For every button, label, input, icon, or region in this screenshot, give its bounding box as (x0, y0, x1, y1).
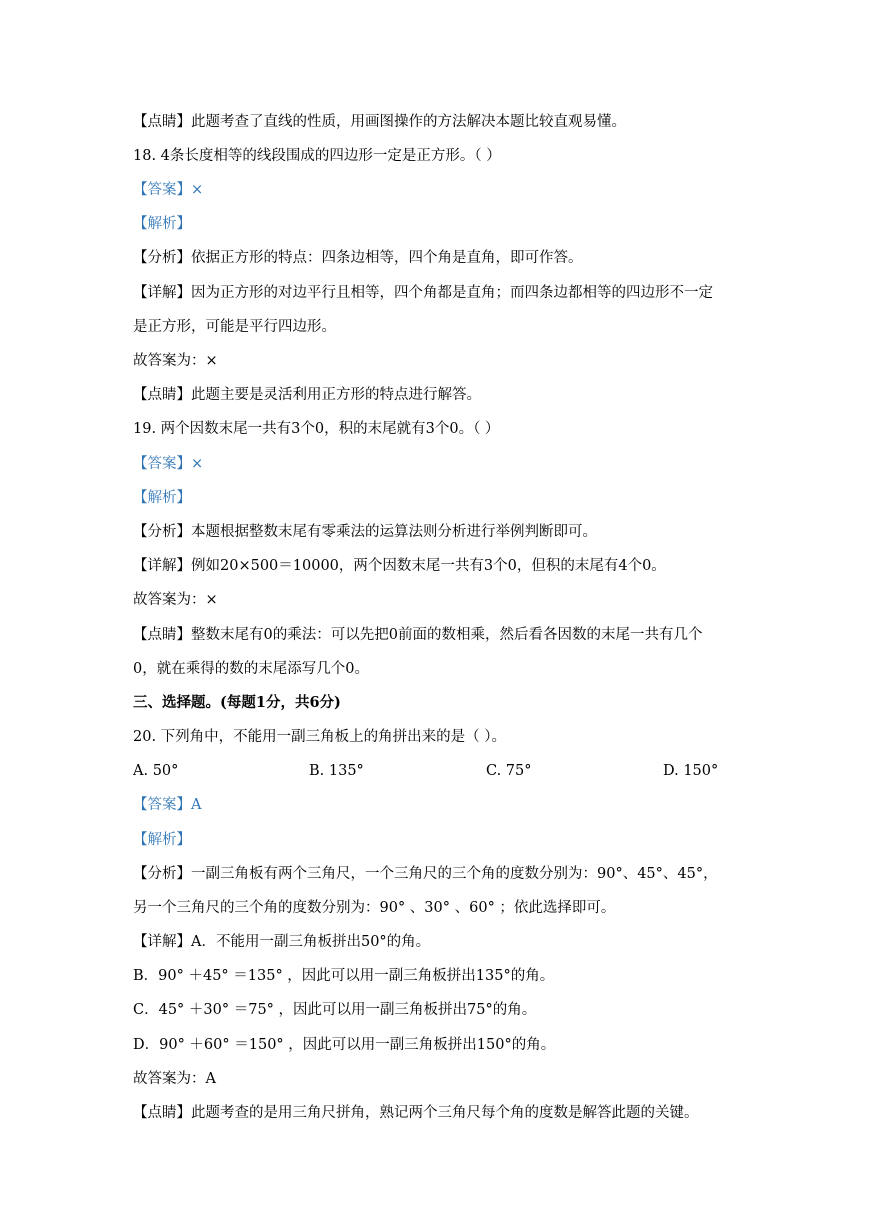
fenxi-20-line1: 【分析】一副三角板有两个三角尺，一个三角尺的三个角的度数分别为：90°、45°、45°， (133, 866, 718, 882)
xiangjie-18-line1: 【详解】因为正方形的对边平行且相等，四个角都是直角；而四条边都相等的四边形不一定 (133, 285, 713, 301)
option-a: A. 50° (133, 763, 179, 779)
jiexi-18: 【解析】 (133, 216, 191, 232)
option-d: D. 150° (663, 763, 719, 779)
xiangjie-18-line2: 是正方形，可能是平行四边形。 (133, 319, 336, 335)
xiangjie-20-d: D．90° ＋60° ＝150° ，因此可以用一副三角板拼出150°的角。 (133, 1037, 556, 1053)
xiangjie-20-c: C．45° ＋30° ＝75° ，因此可以用一副三角板拼出75°的角。 (133, 1002, 537, 1018)
dianjing-18: 【点睛】此题主要是灵活利用正方形的特点进行解答。 (133, 387, 481, 403)
option-c: C. 75° (486, 763, 532, 779)
xiangjie-19: 【详解】例如20×500＝10000，两个因数末尾一共有3个0，但积的末尾有4个0。 (133, 558, 666, 574)
fenxi-20-line2: 另一个三角尺的三个角的度数分别为：90° 、30° 、60° ；依此选择即可。 (133, 900, 616, 916)
xiangjie-20-a: 【详解】A．不能用一副三角板拼出50°的角。 (133, 934, 431, 950)
answer-19: 【答案】× (133, 456, 204, 472)
question-18: 18. 4条长度相等的线段围成的四边形一定是正方形。（ ） (133, 148, 501, 164)
answer-20: 【答案】A (133, 797, 202, 813)
option-b: B. 135° (309, 763, 364, 779)
conclusion-19: 故答案为：× (133, 592, 218, 608)
question-20: 20. 下列角中，不能用一副三角板上的角拼出来的是（ ）。 (133, 729, 507, 745)
xiangjie-20-b: B．90° ＋45° ＝135° ，因此可以用一副三角板拼出135°的角。 (133, 968, 555, 984)
answer-18: 【答案】× (133, 182, 204, 198)
conclusion-20: 故答案为：A (133, 1071, 216, 1087)
dianjing-20: 【点睛】此题考查的是用三角尺拼角，熟记两个三角尺每个角的度数是解答此题的关键。 (133, 1105, 699, 1121)
dianjing-17: 【点睛】此题考查了直线的性质，用画图操作的方法解决本题比较直观易懂。 (133, 114, 626, 130)
fenxi-19: 【分析】本题根据整数末尾有零乘法的运算法则分析进行举例判断即可。 (133, 524, 597, 540)
section-heading-choice: 三、选择题。(每题1分，共6分) (133, 694, 341, 711)
dianjing-19-line1: 【点睛】整数末尾有0的乘法：可以先把0前面的数相乘，然后看各因数的末尾一共有几个 (133, 627, 703, 643)
jiexi-20: 【解析】 (133, 832, 191, 848)
dianjing-19-line2: 0，就在乘得的数的末尾添写几个0。 (133, 661, 369, 677)
question-19: 19. 两个因数末尾一共有3个0，积的末尾就有3个0。（ ） (133, 421, 500, 437)
conclusion-18: 故答案为：× (133, 353, 218, 369)
jiexi-19: 【解析】 (133, 490, 191, 506)
fenxi-18: 【分析】依据正方形的特点：四条边相等，四个角是直角，即可作答。 (133, 250, 583, 266)
